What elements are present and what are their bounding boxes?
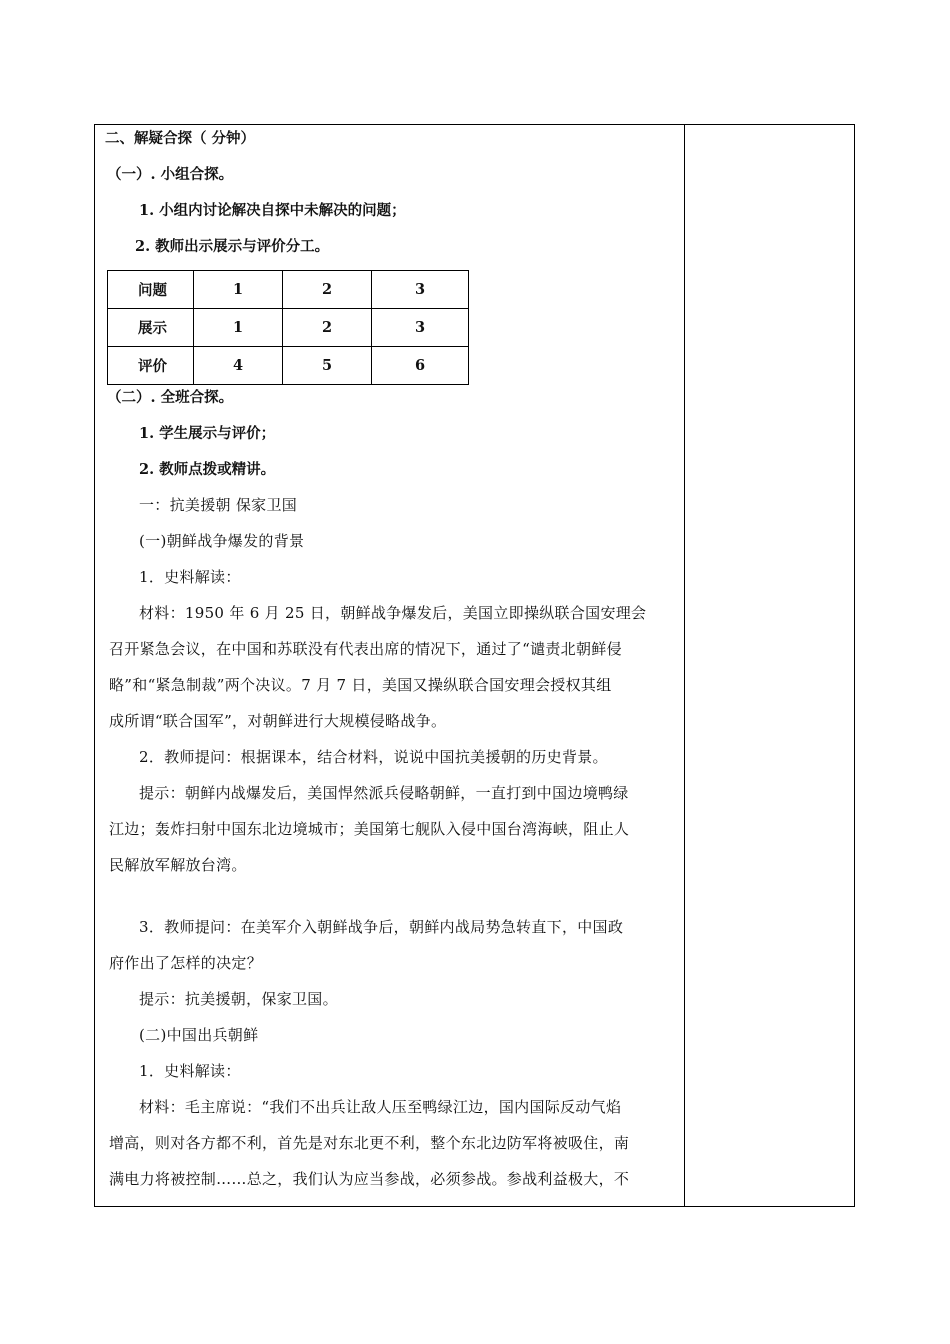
table-cell: 6 — [372, 347, 469, 385]
lesson-line: (二)中国出兵朝鲜 — [139, 1026, 259, 1044]
lesson-line: 成所谓“联合国军”，对朝鲜进行大规模侵略战争。 — [109, 712, 447, 730]
table-row-label: 评价 — [108, 347, 194, 385]
lesson-line: 材料：毛主席说：“我们不出兵让敌人压至鸭绿江边，国内国际反动气焰 — [139, 1098, 622, 1116]
lesson-plan-table — [94, 124, 855, 1207]
lesson-line: 材料：1950 年 6 月 25 日，朝鲜战争爆发后，美国立即操纵联合国安理会 — [139, 604, 647, 622]
lesson-line: 2．教师提问：根据课本，结合材料，说说中国抗美援朝的历史背景。 — [139, 748, 608, 766]
main-column — [95, 125, 684, 1206]
table-row — [108, 309, 469, 347]
lesson-line: 略”和“紧急制裁”两个决议。7 月 7 日，美国又操纵联合国安理会授权其组 — [109, 676, 612, 694]
part2-heading: （二）. 全班合探。 — [107, 389, 234, 406]
lesson-line: 府作出了怎样的决定？ — [109, 954, 263, 972]
part2-item: 2. 教师点拨或精讲。 — [139, 461, 276, 478]
lesson-line: 提示：抗美援朝，保家卫国。 — [139, 990, 338, 1008]
assignment-table — [107, 270, 469, 385]
lesson-line: 召开紧急会议，在中国和苏联没有代表出席的情况下，通过了“谴责北朝鲜侵 — [109, 640, 622, 658]
lesson-line: 提示：朝鲜内战爆发后，美国悍然派兵侵略朝鲜，一直打到中国边境鸭绿 — [139, 784, 629, 802]
part2-item: 1. 学生展示与评价； — [139, 425, 276, 442]
table-row-label: 问题 — [108, 271, 194, 309]
lesson-line: 一：抗美援朝 保家卫国 — [139, 496, 298, 514]
lesson-line: (一)朝鲜战争爆发的背景 — [139, 532, 305, 550]
table-cell: 4 — [194, 347, 283, 385]
section-heading: 二、解疑合探（ 分钟） — [105, 130, 256, 147]
table-cell: 2 — [283, 309, 372, 347]
part1-heading: （一）. 小组合探。 — [107, 166, 234, 183]
table-cell: 1 — [194, 309, 283, 347]
table-cell: 3 — [372, 271, 469, 309]
part1-item: 2. 教师出示展示与评价分工。 — [135, 238, 330, 255]
table-row — [108, 271, 469, 309]
lesson-line: 增高，则对各方都不利，首先是对东北更不利，整个东北边防军将被吸住，南 — [109, 1134, 630, 1152]
notes-column — [685, 125, 854, 1206]
part1-item: 1. 小组内讨论解决自探中未解决的问题； — [139, 202, 406, 219]
lesson-line: 1．史料解读： — [139, 1062, 241, 1080]
lesson-line: 1．史料解读： — [139, 568, 241, 586]
table-cell: 5 — [283, 347, 372, 385]
table-row — [108, 347, 469, 385]
lesson-line: 3．教师提问：在美军介入朝鲜战争后，朝鲜内战局势急转直下，中国政 — [139, 918, 624, 936]
table-row-label: 展示 — [108, 309, 194, 347]
table-cell: 3 — [372, 309, 469, 347]
lesson-line: 满电力将被控制……总之，我们认为应当参战，必须参战。参战利益极大，不 — [109, 1170, 630, 1188]
table-cell: 2 — [283, 271, 372, 309]
table-cell: 1 — [194, 271, 283, 309]
lesson-line: 民解放军解放台湾。 — [109, 856, 247, 874]
lesson-line: 江边；轰炸扫射中国东北边境城市；美国第七舰队入侵中国台湾海峡，阻止人 — [109, 820, 630, 838]
